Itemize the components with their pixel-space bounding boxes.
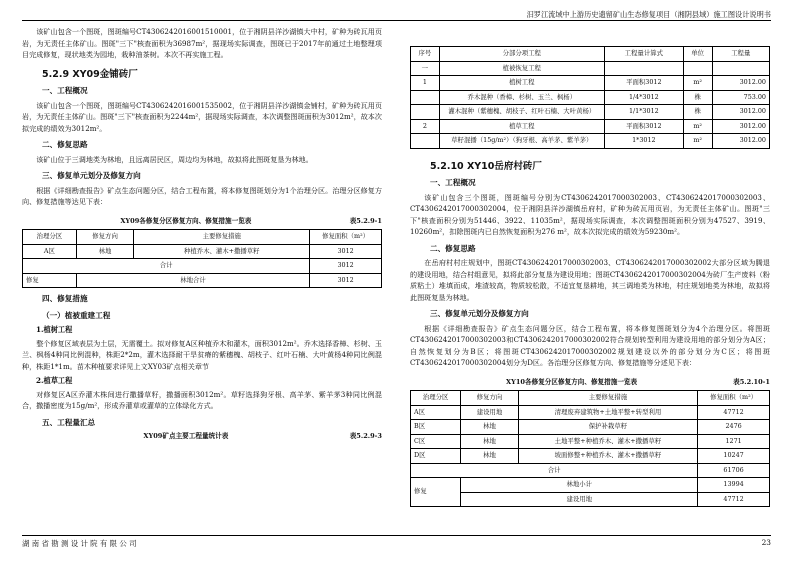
xy10-zone-table	[410, 390, 770, 507]
table-row	[411, 463, 770, 478]
table-cell: 建设用地	[461, 405, 518, 420]
table-cell: 林地	[461, 449, 518, 464]
table-cell: A区	[23, 244, 77, 259]
heading-planting: 1.植树工程	[36, 325, 73, 334]
header-cell: 分部分项工程	[439, 47, 604, 62]
units-paragraph: 根据《详细勘查报告》矿点生态问题分区，结合工程布置，将本修复图斑划分为4个治理分区。将图斑CT4306242017000302003和CT4306242017000302002符合规划转型利用为建设用地的部分划分为A区；自然恢复划分为B区；将图斑CT4306242017000302002规划建设以外的部分划分为C区；将图斑CT4306242017000302004划分为D区。各治理分区修复方向、修复措施等分述见下表：	[410, 323, 770, 367]
table-cell: 1271	[698, 434, 770, 449]
header-title: 汨罗江流域中上游历史遗留矿山生态修复项目（湘阴县域）施工图设计说明书	[526, 10, 771, 19]
xy09-quantity-table	[410, 46, 770, 149]
table-cell: 3012.00	[712, 119, 769, 134]
table-row	[411, 105, 770, 120]
table-cell: 保护补栽草籽	[518, 420, 698, 435]
table-row	[411, 492, 770, 507]
table-number: 表5.2.9-3	[349, 432, 382, 440]
table-cell: 土地平整+种植乔木、灌木+撒播草籽	[518, 434, 698, 449]
table-header-row	[23, 230, 382, 245]
table-row	[411, 90, 770, 105]
table-cell: 2476	[698, 420, 770, 435]
approach-paragraph: 在岳府村村庄规划中，图斑CT4306242017000302003、CT4306242017000302002大部分区域为腾退的建设用地，结合村组意见，拟将此部分复垦为建设用地；图斑CT4306242017000302004为砖厂生产废料（粉质粘土）堆填而成，堆渣较高，物质较松散，不适宜复垦耕地，其三调地类为林地，村庄规划地类为林地，故拟将此图斑复垦为林地。	[410, 258, 770, 302]
table-cell: 平面积3012	[604, 119, 683, 134]
table-cell: 合计	[23, 259, 310, 274]
table-cell: 61706	[698, 463, 770, 478]
overview-paragraph: 该矿山包含一个图斑，图斑编号CT4306242016001535002，位于湘阴县洋沙湖镇金铺村，矿种为砖瓦用页岩，为无责任主体矿山。图斑"三下"核查面积为2244m²，据现场实际调查，本次调整图斑面积为3012m²，故本次拟完成的绩效为3012m²。	[22, 100, 382, 133]
header-cell: 修复方向	[76, 230, 133, 245]
table-cell: 种植乔木、灌木+撒播草籽	[134, 244, 310, 259]
table-row	[23, 273, 382, 288]
table-cell: 植树工程	[439, 76, 604, 91]
table-number: 表5.2.10-1	[733, 377, 770, 386]
table-cell: m²	[683, 76, 712, 91]
header-cell: 修复面积（m²）	[310, 230, 382, 245]
heading-units: 三、修复单元划分及修复方向	[430, 309, 529, 318]
table-cell: 一	[411, 61, 440, 76]
table-cell: 灌木混种（紫穗槐、胡枝子、红叶石楠、大叶黄杨）	[439, 105, 604, 120]
header-cell: 主要修复措施	[518, 391, 698, 406]
table-caption	[410, 377, 770, 389]
header-cell: 工程量	[712, 47, 769, 62]
table-cell: A区	[411, 405, 461, 420]
table-cell: 753.00	[712, 90, 769, 105]
header-cell: 单位	[683, 47, 712, 62]
table-cell: 3012	[310, 273, 382, 288]
table-row	[23, 244, 382, 259]
header-cell: 主要修复措施	[134, 230, 310, 245]
table-cell: m²	[683, 119, 712, 134]
right-column	[410, 46, 770, 507]
table-cell: 草籽混播（15g/m²）（狗牙根、高羊茅、紫羊茅）	[439, 134, 604, 149]
section-title-xy10: 5.2.10 XY10岳府村砖厂	[430, 160, 542, 172]
heading-grass: 2.植草工程	[36, 376, 73, 385]
table-cell: 修复	[411, 478, 461, 507]
header-rule	[22, 20, 771, 21]
table-caption	[22, 431, 382, 443]
header-cell: 修复面积（m²）	[698, 391, 770, 406]
table-title: XY09各修复分区修复方向、修复措施一览表	[120, 216, 252, 225]
heading-overview: 一、工程概况	[42, 86, 88, 95]
table-row	[411, 119, 770, 134]
overview-paragraph: 该矿山包含三个图斑，图斑编号分别为CT4306242017000302003、CT4306242017000302003、CT4306242017000302004，位于湘阴县洋沙湖镇岳府村，矿种为砖瓦用页岩，为无责任主体矿山。图斑"三下"核查面积分别为51446、3922、11035m²，据现场实际调查，本次调整图斑面积分别为47527、3919、10260m²，扣除图斑内已自然恢复面积为276 m²，故本次拟完成的绩效为59230m²。	[410, 192, 770, 236]
table-cell: 乔木混种（香樟、杉树、玉兰、枫杨）	[439, 90, 604, 105]
heading-approach: 二、修复思路	[430, 243, 476, 253]
table-row	[411, 61, 770, 76]
table-cell: 林地小计	[461, 478, 698, 493]
table-cell: 3012	[310, 259, 382, 274]
table-cell: 林地合计	[76, 273, 309, 288]
section-title-xy09: 5.2.9 XY09金铺砖厂	[42, 68, 138, 80]
approach-paragraph: 该矿山位于三调地类为林地，且远离居民区，周边均为林地，故拟将此图斑复垦为林地。	[36, 154, 313, 164]
table-cell: D区	[411, 449, 461, 464]
table-cell: 株	[683, 90, 712, 105]
table-title: XY09矿点主要工程量统计表	[143, 432, 229, 440]
table-row	[411, 76, 770, 91]
table-cell: 修复	[23, 273, 77, 288]
heading-quantity-summary: 五、工程量汇总	[42, 417, 96, 427]
table-row	[411, 449, 770, 464]
table-row	[411, 420, 770, 435]
table-cell: 1	[411, 76, 440, 91]
table-cell: 株	[683, 105, 712, 120]
table-cell: 3012.00	[712, 134, 769, 149]
table-cell: 1*3012	[604, 134, 683, 149]
heading-overview: 一、工程概况	[430, 178, 476, 187]
table-row	[411, 478, 770, 493]
footer-company: 湖 南 省 勘 测 设 计 院 有 限 公 司	[22, 539, 137, 548]
heading-units: 三、修复单元划分及修复方向	[42, 171, 141, 180]
table-cell: 平面积3012	[604, 76, 683, 91]
xy09-zone-table	[22, 229, 382, 288]
footer	[22, 538, 771, 549]
xy08-intro-paragraph: 该矿山包含一个图斑，图斑编号CT4306242016001510001，位于湘阴县洋沙湖镇大中村，矿种为砖瓦用页岩，为无责任主体矿山。图斑"三下"核查面积为36987m²，据现场实际调查，图斑已于2017年前通过土地整理项目完成修复，现状地类为园地，栽种油茶树。本次不再实施工程。	[22, 27, 382, 59]
table-cell: 1/4*3012	[604, 90, 683, 105]
table-caption	[22, 216, 382, 228]
left-column	[22, 26, 382, 445]
table-header-row	[411, 391, 770, 406]
table-cell: 47712	[698, 405, 770, 420]
header-cell: 工程量计算式	[604, 47, 683, 62]
table-row	[411, 405, 770, 420]
table-cell: 47712	[698, 492, 770, 507]
table-cell: 3012.00	[712, 105, 769, 120]
table-cell: 3012	[310, 244, 382, 259]
table-cell: 植草工程	[439, 119, 604, 134]
table-cell: C区	[411, 434, 461, 449]
table-header-row	[411, 47, 770, 62]
table-row	[411, 434, 770, 449]
heading-measures: 四、修复措施	[42, 294, 88, 303]
page-number: 23	[761, 538, 771, 547]
table-title: XY10各修复分区修复方向、修复措施一览表	[506, 377, 638, 386]
table-cell: 坡面修整+种植乔木、灌木+撒播草籽	[518, 449, 698, 464]
table-cell: 清理废弃建筑物+土地平整+转型利用	[518, 405, 698, 420]
planting-paragraph: 整个修复区域表层为土层，无需覆土。拟对修复A区种植乔木和灌木，面积3012m²。乔木选择香樟、杉树、玉兰、枫杨4种同比例混种，株距2*2m，灌木选择耐干旱贫瘠的紫穗槐、胡枝子、红叶石楠、大叶黄杨4种同比例混种，株距1*1m。苗木种植要求详见上文XY03矿点相关章节	[22, 338, 382, 371]
table-cell: 建设用地	[461, 492, 698, 507]
table-cell: 林地	[461, 434, 518, 449]
footer-rule	[22, 535, 771, 536]
heading-approach: 二、修复思路	[42, 140, 88, 149]
table-row	[23, 259, 382, 274]
heading-vegetation: （一）植被重建工程	[42, 310, 111, 320]
table-cell: 植被恢复工程	[439, 61, 604, 76]
table-cell: 1/1*3012	[604, 105, 683, 120]
table-cell: 13994	[698, 478, 770, 493]
table-cell: 10247	[698, 449, 770, 464]
grass-paragraph: 对修复区A区乔灌木株间进行撒播草籽，撒播面积3012m²。草籽选择狗牙根、高羊茅、紫羊茅3种同比例混合，撒播密度为15g/m²，形成乔灌草或灌草的立体绿化方式。	[22, 389, 382, 410]
table-cell: m²	[683, 134, 712, 149]
table-cell: 林地	[461, 420, 518, 435]
header-cell: 治理分区	[411, 391, 461, 406]
table-cell: 3012.00	[712, 76, 769, 91]
table-number: 表5.2.9-1	[349, 216, 382, 225]
header-cell: 治理分区	[23, 230, 77, 245]
table-cell: 林地	[76, 244, 133, 259]
header-cell: 修复方向	[461, 391, 518, 406]
header-cell: 序号	[411, 47, 440, 62]
table-cell: B区	[411, 420, 461, 435]
table-cell: 合计	[411, 463, 698, 478]
units-paragraph: 根据《详细勘查报告》矿点生态问题分区，结合工程布置，将本修复图斑划分为1个治理分区。治理分区修复方向、修复措施等达见下表：	[22, 185, 382, 206]
table-cell: 2	[411, 119, 440, 134]
table-row	[411, 134, 770, 149]
